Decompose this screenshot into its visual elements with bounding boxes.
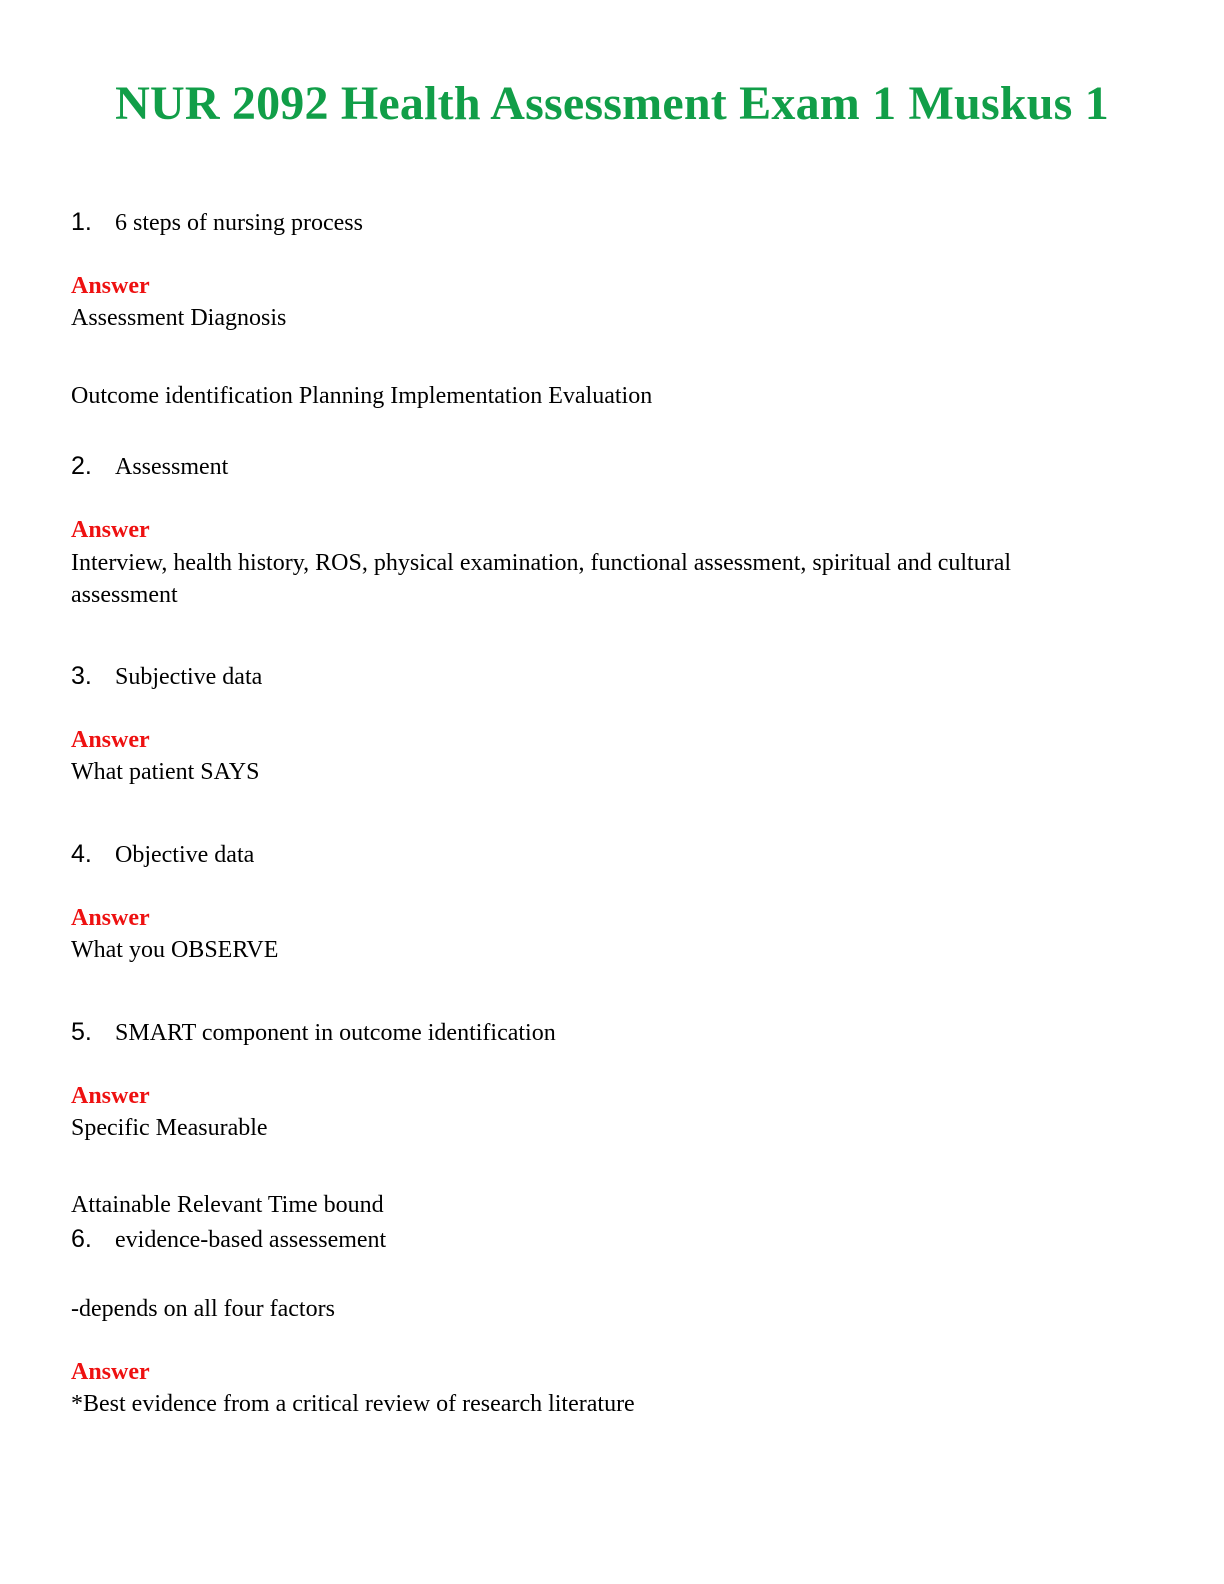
- answer-label: Answer: [71, 517, 150, 543]
- answer-label: Answer: [71, 1359, 150, 1385]
- answer-label: Answer: [71, 905, 150, 931]
- answer-text: Attainable Relevant Time bound: [71, 1192, 384, 1218]
- answer-text: Assessment Diagnosis: [71, 305, 287, 331]
- question-note: -depends on all four factors: [71, 1296, 335, 1322]
- question-4: [71, 839, 254, 870]
- question-text: Assessment: [115, 454, 229, 480]
- question-text: SMART component in outcome identification: [115, 1020, 556, 1046]
- answer-text: Interview, health history, ROS, physical examination, functional assessment, spiritual and cultural assessment: [71, 550, 1012, 608]
- question-6: [71, 1224, 386, 1255]
- question-number: 6.: [71, 1225, 92, 1253]
- question-text: Objective data: [115, 842, 255, 868]
- question-5: [71, 1017, 556, 1048]
- answer-text: Outcome identification Planning Implementation Evaluation: [71, 383, 653, 409]
- answer-text: What patient SAYS: [71, 759, 260, 785]
- answer-label: Answer: [71, 1083, 150, 1109]
- answer-label: Answer: [71, 727, 150, 753]
- question-number: 5.: [71, 1018, 92, 1046]
- question-number: 4.: [71, 840, 92, 868]
- question-text: 6 steps of nursing process: [115, 210, 363, 236]
- question-number: 2.: [71, 452, 92, 480]
- answer-text: Specific Measurable: [71, 1115, 268, 1141]
- question-number: 3.: [71, 662, 92, 690]
- answer-label: Answer: [71, 273, 150, 299]
- question-2: [71, 451, 228, 482]
- answer-text: *Best evidence from a critical review of research literature: [71, 1391, 635, 1417]
- question-text: Subjective data: [115, 664, 263, 690]
- answer-text: What you OBSERVE: [71, 937, 279, 963]
- question-1: [71, 207, 363, 238]
- question-text: evidence-based assessement: [115, 1227, 387, 1253]
- document-title: NUR 2092 Health Assessment Exam 1 Muskus 1: [115, 77, 1109, 130]
- question-number: 1.: [71, 208, 92, 236]
- question-3: [71, 661, 262, 692]
